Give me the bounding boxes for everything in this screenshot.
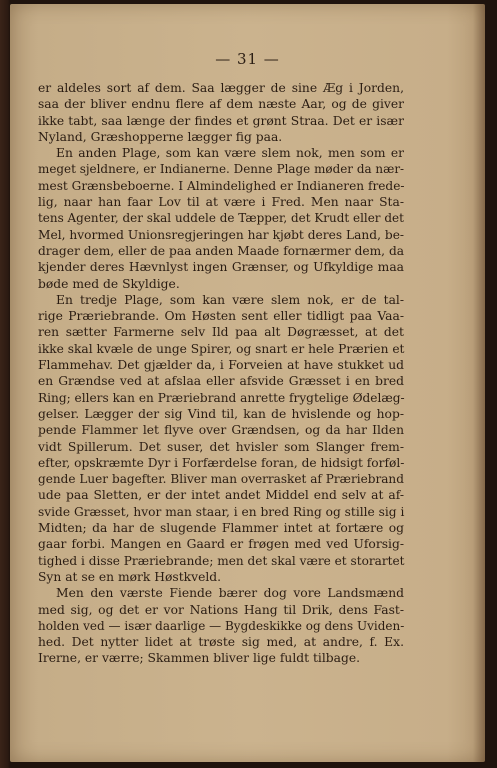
text-line: rige Præriebrande. Om Høsten sent eller tidligt paa Vaa- [38,309,404,324]
text-line: Midten; da har de slugende Flammer intet at fortære og [38,521,404,536]
book-page [10,4,485,762]
body-text [38,80,404,667]
text-line: Syn at se en mørk Høstkveld. [38,569,222,584]
text-line: holden ved — især daarlige — Bygdeskikke og dens Uviden- [38,618,405,633]
text-line: pende Flammer let flyve over Grændsen, og da har Ilden [38,423,404,438]
text-line: lig, naar han faar Lov til at være i Fred. Men naar Sta- [38,195,404,210]
page-edge-shadow [473,4,485,762]
text-line: mest Grænsbeboerne. I Almindelighed er Indianeren frede- [38,178,405,193]
text-line: gelser. Lægger der sig Vind til, kan de hvislende og hop- [38,406,404,421]
paragraph [38,292,404,585]
text-line: gaar forbi. Mangen en Gaard er frøgen med ved Uforsig- [38,537,404,552]
text-line: drager dem, eller de paa anden Maade fornærmer dem, da [38,243,405,258]
text-line: Irerne, er værre; Skammen bliver lige fuldt tilbage. [38,651,361,666]
text-line: en Grændse ved at afslaa eller afsvide Græsset i en bred [38,374,404,389]
text-line: ikke tabt, saa længe der findes et grønt Straa. Det er især [38,113,404,128]
text-line: En anden Plage, som kan være slem nok, men som er [56,146,404,161]
text-line: bøde med de Skyldige. [38,276,180,291]
text-line: Nyland, Græshopperne lægger fig paa. [38,129,283,144]
text-line: er aldeles sort af dem. Saa lægger de sine Æg i Jorden, [38,81,404,95]
text-line: hed. Det nytter lidet at trøste sig med, at andre, f. Ex. [38,635,404,650]
text-line: tighed i disse Præriebrande; men det skal være et storartet [38,553,405,568]
text-line: tens Agenter, der skal uddele de Tæpper, det Krudt eller det [38,211,404,226]
paragraph [38,145,404,292]
text-line: meget sjeldnere, er Indianerne. Denne Plage møder da nær- [38,162,405,177]
text-line: gende Luer bagefter. Bliver man overrasket af Præriebrand [38,472,404,487]
text-line: ude paa Sletten, er der intet andet Middel end selv at af- [38,488,404,503]
text-line: efter, opskræmte Dyr i Forfærdelse foran, de hidsigt forføl- [38,455,405,470]
paragraph [38,585,404,666]
text-line: ikke skal kvæle de unge Spirer, og snart er hele Prærien et [38,341,405,356]
paragraph [38,80,404,145]
text-line: Men den værste Fiende bærer dog vore Landsmænd [56,586,404,601]
text-line: saa der bliver endnu flere af dem næste Aar, og de giver [38,97,404,112]
page-number: — 31 — [215,50,280,68]
text-line: En tredje Plage, som kan være slem nok, er de tal- [56,292,404,307]
text-line: vidt Spillerum. Det suser, det hvisler som Slanger frem- [38,439,404,454]
text-line: svide Græsset, hvor man staar, i en bred Ring og stille sig i [38,504,405,519]
text-line: kjender deres Hævnlyst ingen Grænser, og Ufkyldige maa [38,260,404,275]
text-line: ren sætter Farmerne selv Ild paa alt Døgræsset, at det [38,325,404,340]
text-line: med sig, og det er vor Nations Hang til Drik, dens Fast- [38,602,404,617]
text-line: Mel, hvormed Unionsregjeringen har kjøbt deres Land, be- [38,227,405,242]
text-line: Ring; ellers kan en Præriebrand anrette frygtelige Ødelæg- [38,390,405,405]
text-line: Flammehav. Det gjælder da, i Forveien at have stukket ud [38,358,404,373]
